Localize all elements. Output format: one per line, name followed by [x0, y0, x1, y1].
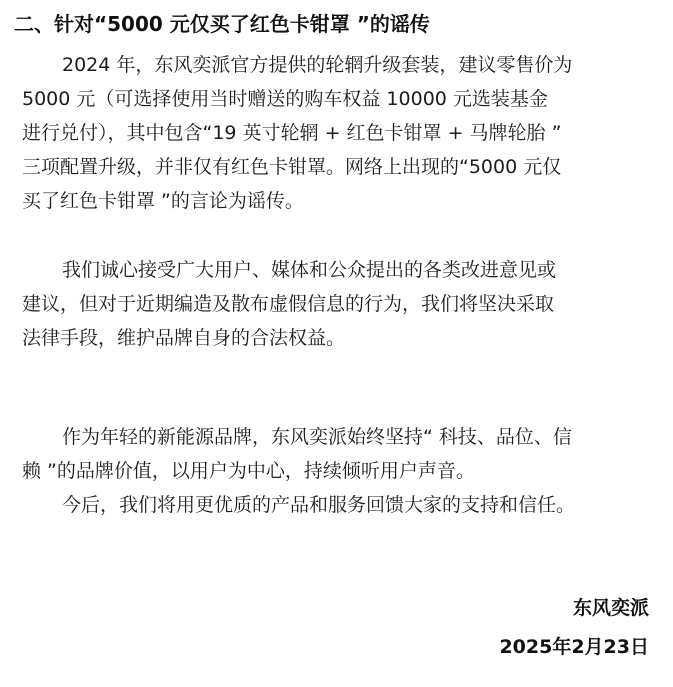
- paragraph-rim-package: [22, 48, 662, 218]
- paragraph-line: 我们诚心接受广大用户、媒体和公众提出的各类改进意见或: [62, 259, 557, 281]
- paragraph-legal-notice: [22, 253, 662, 355]
- section-heading: 二、针对“5000 元仅买了红色卡钳罩 ”的谣传: [14, 12, 430, 36]
- paragraph-line: 赖 ”的品牌价值，以用户为中心，持续倾听用户声音。: [22, 460, 475, 482]
- paragraph-line: 建议，但对于近期编造及散布虚假信息的行为，我们将坚决采取: [22, 293, 555, 315]
- paragraph-line: 5000 元（可选择使用当时赠送的购车权益 10000 元选装基金: [22, 88, 548, 110]
- signature-date: 2025年2月23日: [499, 636, 649, 658]
- paragraph-closing: [22, 488, 662, 522]
- paragraph-line: 进行兑付），其中包含“19 英寸轮辋 + 红色卡钳罩 + 马牌轮胎 ”: [22, 122, 562, 144]
- paragraph-line: 三项配置升级，并非仅有红色卡钳罩。网络上出现的“5000 元仅: [22, 156, 562, 178]
- paragraph-line: 今后，我们将用更优质的产品和服务回馈大家的支持和信任。: [62, 494, 576, 516]
- paragraph-line: 2024 年，东风奕派官方提供的轮辋升级套装，建议零售价为: [62, 54, 573, 76]
- paragraph-line: 法律手段，维护品牌自身的合法权益。: [22, 327, 346, 349]
- paragraph-brand-values: [22, 420, 662, 488]
- paragraph-line: 买了红色卡钳罩 ”的言论为谣传。: [22, 190, 304, 212]
- paragraph-line: 作为年轻的新能源品牌，东风奕派始终坚持“ 科技、品位、信: [62, 426, 572, 448]
- signature-organization: 东风奕派: [572, 597, 649, 619]
